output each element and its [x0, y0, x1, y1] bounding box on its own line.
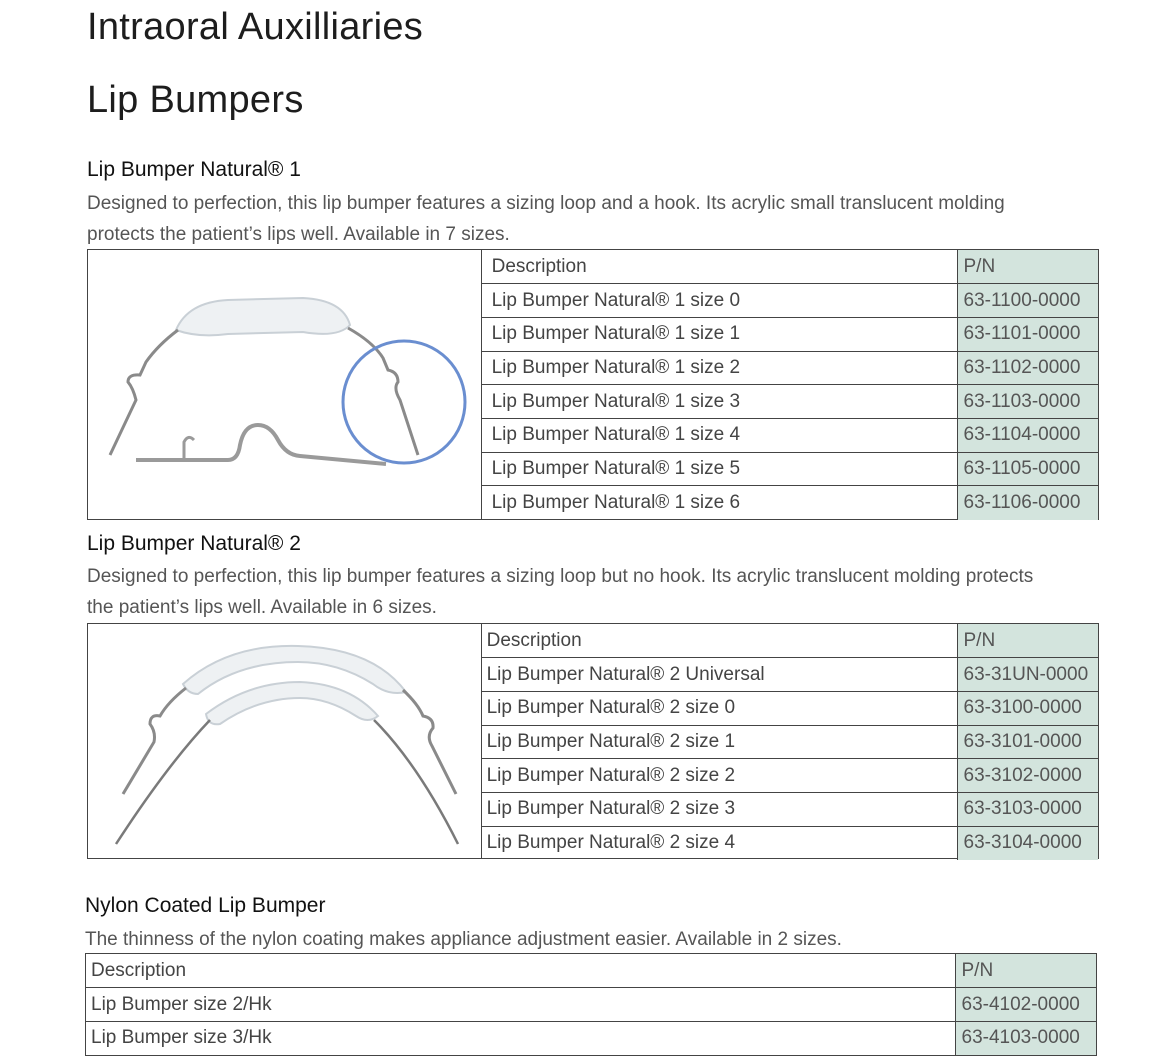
page-title: Intraoral Auxilliaries [87, 6, 424, 48]
row-pn: 63-1101-0000 [957, 317, 1098, 351]
row-pn: 63-4102-0000 [955, 988, 1096, 1022]
row-description: Lip Bumper Natural® 1 size 1 [482, 317, 957, 351]
row-pn: 63-3103-0000 [957, 792, 1098, 826]
table-row [482, 486, 1098, 520]
lip-bumper-1-illustration [88, 250, 481, 519]
row-pn: 63-1104-0000 [957, 418, 1098, 452]
row-pn: 63-1105-0000 [957, 452, 1098, 486]
table-row [482, 284, 1098, 318]
row-description: Lip Bumper Natural® 2 size 2 [482, 759, 957, 793]
table-row [482, 418, 1098, 452]
description-line: the patient’s lips well. Available in 6 sizes. [87, 597, 437, 618]
table-row [86, 988, 1096, 1022]
table-row [482, 759, 1098, 793]
product-block-nylon [85, 953, 1097, 1056]
table-row [482, 691, 1098, 725]
table-row [482, 725, 1098, 759]
row-description: Lip Bumper Natural® 1 size 4 [482, 418, 957, 452]
parts-table-nylon [86, 954, 1096, 1055]
row-pn: 63-3101-0000 [957, 725, 1098, 759]
section-heading-natural-1: Lip Bumper Natural® 1 [87, 158, 301, 181]
row-pn: 63-1103-0000 [957, 385, 1098, 419]
product-image-natural-1 [88, 250, 482, 519]
section-description-natural-2 [87, 561, 1033, 623]
row-pn: 63-4103-0000 [955, 1021, 1096, 1055]
description-line: Designed to perfection, this lip bumper features a sizing loop and a hook. Its acrylic small translucent molding [87, 193, 1005, 214]
table-header-row [86, 954, 1096, 988]
table-row [482, 385, 1098, 419]
table-row [482, 351, 1098, 385]
section-heading-natural-2: Lip Bumper Natural® 2 [87, 532, 301, 555]
row-pn: 63-3102-0000 [957, 759, 1098, 793]
row-description: Lip Bumper Natural® 2 size 1 [482, 725, 957, 759]
row-description: Lip Bumper Natural® 2 Universal [482, 658, 957, 692]
column-header-description: Description [482, 250, 957, 284]
row-description: Lip Bumper Natural® 2 size 3 [482, 792, 957, 826]
table-row [482, 452, 1098, 486]
row-pn: 63-31UN-0000 [957, 658, 1098, 692]
table-row [482, 792, 1098, 826]
description-line: The thinness of the nylon coating makes appliance adjustment easier. Available in 2 sizes. [85, 929, 842, 950]
page-subtitle: Lip Bumpers [87, 79, 304, 121]
row-description: Lip Bumper Natural® 1 size 3 [482, 385, 957, 419]
product-block-natural-1 [87, 249, 1099, 520]
parts-table-natural-2 [482, 624, 1098, 860]
row-description: Lip Bumper Natural® 1 size 6 [491, 491, 741, 513]
product-image-natural-2 [88, 624, 482, 858]
parts-table-natural-1 [482, 250, 1098, 520]
column-header-pn: P/N [955, 954, 1096, 988]
row-description: Lip Bumper Natural® 2 size 0 [482, 691, 957, 725]
table-row [86, 1021, 1096, 1055]
section-description-natural-1 [87, 188, 1005, 250]
row-description: Lip Bumper Natural® 1 size 5 [482, 452, 957, 486]
row-description: Lip Bumper size 2/Hk [86, 988, 955, 1022]
column-header-pn: P/N [957, 624, 1098, 658]
table-row [482, 658, 1098, 692]
row-pn: 63-1100-0000 [957, 284, 1098, 318]
product-block-natural-2 [87, 623, 1099, 859]
table-row [482, 317, 1098, 351]
description-line: protects the patient’s lips well. Available in 7 sizes. [87, 224, 510, 245]
section-description-nylon [85, 924, 842, 955]
row-pn: 63-1106-0000 [957, 486, 1098, 520]
row-description: Lip Bumper Natural® 1 size 0 [482, 284, 957, 318]
row-description: Lip Bumper Natural® 1 size 2 [482, 351, 957, 385]
lip-bumper-2-illustration [88, 624, 481, 858]
row-description: Lip Bumper size 3/Hk [91, 1027, 272, 1049]
table-header-row [482, 250, 1098, 284]
row-description: Lip Bumper Natural® 2 size 4 [486, 832, 736, 854]
row-pn: 63-3104-0000 [957, 826, 1098, 860]
description-line: Designed to perfection, this lip bumper features a sizing loop but no hook. Its acrylic translucent molding protects [87, 566, 1034, 587]
column-header-description: Description [482, 624, 957, 658]
row-pn: 63-3100-0000 [957, 691, 1098, 725]
table-header-row [482, 624, 1098, 658]
table-row [482, 826, 1098, 860]
column-header-pn: P/N [957, 250, 1098, 284]
row-pn: 63-1102-0000 [957, 351, 1098, 385]
column-header-description: Description [86, 954, 955, 988]
section-heading-nylon: Nylon Coated Lip Bumper [85, 894, 326, 917]
